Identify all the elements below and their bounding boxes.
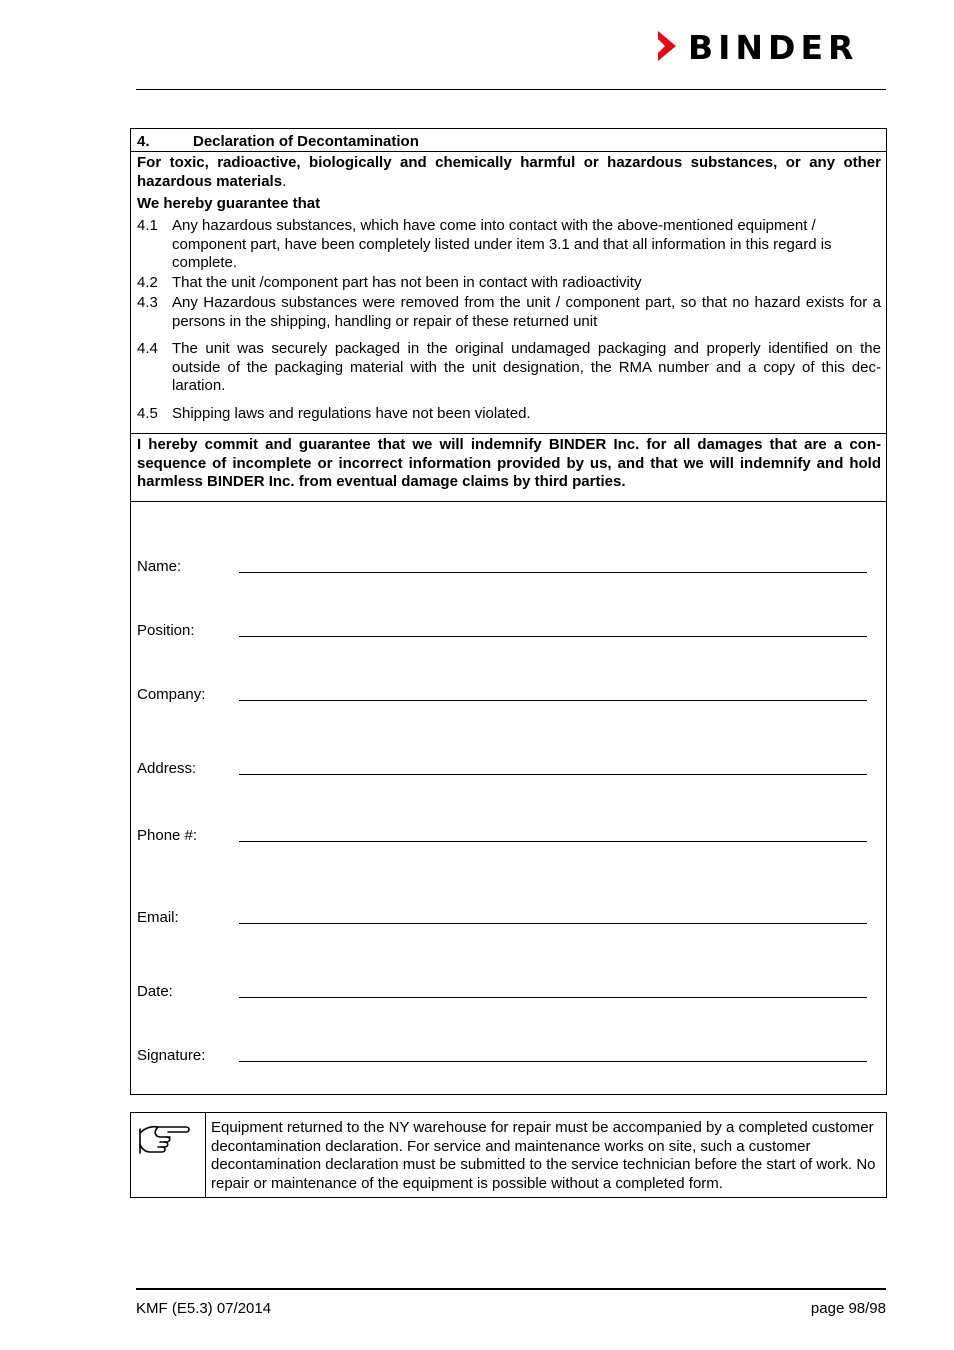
note-icon-cell <box>131 1113 206 1197</box>
intro-bold: For toxic, radioactive, biologically and chemically harmful or hazardous substances, or any other hazardous materials <box>137 154 881 190</box>
signature-field[interactable] <box>131 1047 886 1067</box>
intro-end: . <box>282 172 287 190</box>
item-number: 4.5 <box>137 405 158 422</box>
field-label: Signature: <box>137 1047 206 1064</box>
field-line[interactable] <box>239 774 867 775</box>
item-text: Shipping laws and regulations have not been violated. <box>172 405 531 422</box>
field-label: Phone #: <box>137 827 198 844</box>
name-field[interactable] <box>131 558 886 578</box>
section-number: 4. <box>137 133 150 150</box>
commitment-section <box>131 434 886 502</box>
field-label: Address: <box>137 760 197 777</box>
item-number: 4.2 <box>137 274 158 291</box>
footer-rule <box>136 1288 886 1290</box>
field-label: Company: <box>137 686 206 703</box>
header-rule <box>136 89 886 90</box>
item-text: Any Hazardous substances were removed from the unit / component part, so that no hazard exists for a persons in the shipping, handling or repair of these returned unit <box>172 294 881 330</box>
field-label: Position: <box>137 622 195 639</box>
date-field[interactable] <box>131 983 886 1003</box>
item-number: 4.4 <box>137 340 158 357</box>
item-text: That the unit /component part has not been in contact with radioactivity <box>172 274 642 291</box>
phone-field[interactable] <box>131 827 886 847</box>
signature-section <box>131 502 886 1094</box>
section-title: Declaration of Decontamination <box>193 133 419 150</box>
field-label: Name: <box>137 558 182 575</box>
guarantee-heading: We hereby guarantee that <box>137 195 321 212</box>
field-line[interactable] <box>239 923 867 924</box>
document-code: KMF (E5.3) 07/2014 <box>136 1300 272 1317</box>
position-field[interactable] <box>131 622 886 642</box>
field-label: Email: <box>137 909 179 926</box>
field-line[interactable] <box>239 841 867 842</box>
item-text: Any hazardous substances, which have come into contact with the above-mentioned equipment / component part, have been completely listed under item 3.1 and that all information in this regard is complete. <box>172 217 832 271</box>
item-number: 4.1 <box>137 217 158 234</box>
pointing-hand-icon <box>136 1119 192 1159</box>
item-number: 4.3 <box>137 294 158 311</box>
field-line[interactable] <box>239 1061 867 1062</box>
email-field[interactable] <box>131 909 886 929</box>
field-line[interactable] <box>239 572 867 573</box>
binder-logo <box>656 29 888 65</box>
field-line[interactable] <box>239 997 867 998</box>
binder-arrow-icon <box>656 29 888 65</box>
info-note <box>130 1112 887 1198</box>
item-text: The unit was securely packaged in the original undamaged packaging and properly identified on the outside of the packaging material with the unit designation, the RMA number and a copy of this dec-laration. <box>172 340 881 394</box>
field-label: Date: <box>137 983 173 1000</box>
guarantee-section <box>131 152 886 434</box>
note-text: Equipment returned to the NY warehouse for repair must be accompanied by a completed customer decontamination declaration. For service and maintenance works on site, such a customer decontamination declaration must be submitted to the service technician before the start of work. No repair or maintenance of the equipment is possible without a completed form. <box>211 1119 876 1192</box>
section-title-row <box>131 129 886 152</box>
page-number: page 98/98 <box>810 1300 886 1317</box>
address-field[interactable] <box>131 760 886 780</box>
logo-text: BINDER <box>688 29 859 65</box>
commitment-text: I hereby commit and guarantee that we will indemnify BINDER Inc. for all damages that are a con-sequence of incomplete or incorrect information provided by us, and that we will indemnify and hold harmless BINDER Inc. from eventual damage claims by third parties. <box>137 436 881 490</box>
field-line[interactable] <box>239 700 867 701</box>
decontamination-form <box>130 128 887 1095</box>
intro-text <box>137 154 881 191</box>
field-line[interactable] <box>239 636 867 637</box>
company-field[interactable] <box>131 686 886 706</box>
